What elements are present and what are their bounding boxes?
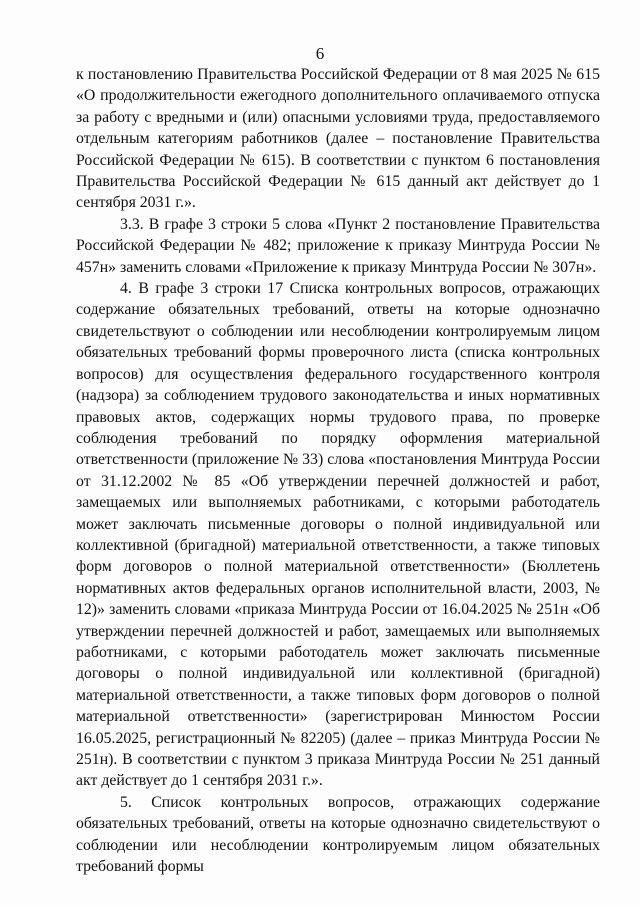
page-number: 6	[315, 44, 325, 63]
document-body	[76, 64, 600, 877]
paragraph-5: 5. Список контрольных вопросов, отражающих содержание обязательных требований, ответы на которые однозначно свидетельствуют о соблюдении или несоблюдении контролируемым лицом обязательных требований формы	[76, 793, 600, 876]
paragraph-4: 4. В графе 3 строки 17 Списка контрольных вопросов, отражающих содержание обязательных требований, ответы на которые однозначно свидетельствуют о соблюдении или несоблюдении контролируемым лицом обязательных требований формы проверочного листа (списка контрольных вопросов) для осуществления федерального государственного контроля (надзора) за соблюдением трудового законодательства и иных нормативных правовых актов, содержащих нормы трудового права, по проверке соблюдения требований по порядку оформления материальной ответственности (приложение № 33) слова «постановления Минтруда России от 31.12.2002 № 85 «Об утверждении перечней должностей и работ, замещаемых или выполняемых работниками, с которыми работодатель может заключать письменные договоры о полной индивидуальной или коллективной (бригадной) материальной ответственности, а также типовых форм договоров о полной материальной ответственности» (Бюллетень нормативных актов федеральных органов исполнительной власти, 2003, № 12)» заменить словами «приказа Минтруда России от 16.04.2025 № 251н «Об утверждении перечней должностей и работ, замещаемых или выполняемых работниками, с которыми работодатель может заключать письменные договоры о полной индивидуальной или коллективной (бригадной) материальной ответственности, а также типовых форм договоров о полной материальной ответственности» (зарегистрирован Минюстом России 16.05.2025, регистрационный № 82205) (далее – приказ Минтруда России № 251н). В соответствии с пунктом 3 приказа Минтруда России № 251 данный акт действует до 1 сентября 2031 г.».	[76, 280, 600, 790]
paragraph-3-3: 3.3. В графе 3 строки 5 слова «Пункт 2 постановление Правительства Российской Федерации № 482; приложение к приказу Минтруда России № 457н» заменить словами «Приложение к приказу Минтруда России № 307н».	[76, 215, 600, 276]
paragraph-continuation: к постановлению Правительства Российской Федерации от 8 мая 2025 № 615 «О продолжительности ежегодного дополнительного оплачиваемого отпуска за работу с вредными и (или) опасными условиями труда, предоставляемого отдельным категориям работников (далее – постановление Правительства Российской Федерации № 615). В соответствии с пунктом 6 постановления Правительства Российской Федерации № 615 данный акт действует до 1 сентября 2031 г.».	[76, 66, 600, 212]
